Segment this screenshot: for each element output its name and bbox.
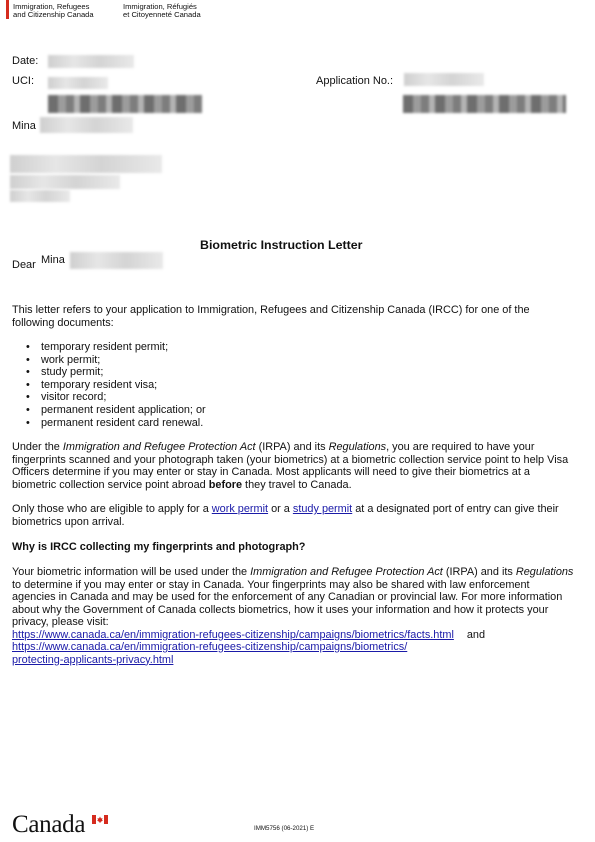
redacted-uci-top <box>48 77 108 89</box>
study-permit-link[interactable]: study permit <box>292 503 353 515</box>
url-line-2 <box>12 641 407 666</box>
list-item: • visitor record; <box>24 391 324 404</box>
redacted-address-line1 <box>10 155 162 173</box>
document-list <box>24 341 324 429</box>
redacted-uci-barcode <box>48 95 202 113</box>
biometrics-facts-link[interactable]: https://www.canada.ca/en/immigration-refugees-citizenship/campaigns/biometrics/facts.html <box>12 629 454 641</box>
section-heading: Why is IRCC collecting my fingerprints and photograph? <box>12 541 306 553</box>
intro-paragraph: This letter refers to your application to Immigration, Refugees and Citizenship Canada (IRCC) for one of the following documents: <box>12 304 530 329</box>
letter-title: Biometric Instruction Letter <box>200 238 363 252</box>
redacted-address-line2 <box>10 175 120 189</box>
privacy-link[interactable]: https://www.canada.ca/en/immigration-refugees-citizenship/campaigns/biometrics/ protecting-applicants-privacy.html <box>12 641 408 666</box>
port-of-entry-paragraph: Only those who are eligible to apply for a work permit or a study permit at a designated port of entry can give their biometrics upon arrival. <box>12 503 559 528</box>
department-name-fr: Immigration, Réfugiés et Citoyenneté Canada <box>123 2 201 20</box>
list-item: • study permit; <box>24 366 324 379</box>
canada-flag-icon <box>92 815 108 824</box>
work-permit-link[interactable]: work permit <box>211 503 269 515</box>
salutation: Dear <box>12 259 36 271</box>
redacted-date <box>48 55 134 68</box>
biometric-use-paragraph: Your biometric information will be used under the Immigration and Refugee Protection Act (IRPA) and its Regulations to determine if you may enter or stay in Canada. Your fingerprints may also be shared with law enforcement agencies in Canada and may be used for the enforcement of any Canadian or provincial law. For more information about why the Government of Canada collects biometrics, how it uses your information and how it protects your privacy, please visit: <box>12 566 574 629</box>
list-item: • work permit; <box>24 354 324 367</box>
url-line-1: https://www.canada.ca/en/immigration-refugees-citizenship/campaigns/biometrics/facts.html and <box>12 629 486 641</box>
redacted-address-line3 <box>10 190 70 202</box>
form-number: IMM5756 (06-2021) E <box>254 825 315 832</box>
list-item: • temporary resident visa; <box>24 379 324 392</box>
uci-label: UCI: <box>12 75 34 87</box>
redacted-application-top <box>404 73 484 86</box>
department-name-en: Immigration, Refugees and Citizenship Canada <box>13 2 94 20</box>
redacted-salutation-name <box>70 252 163 269</box>
canada-wordmark: Canada <box>12 811 85 839</box>
salutation-name: Mina <box>41 254 65 266</box>
list-item: • temporary resident permit; <box>24 341 324 354</box>
redacted-application-barcode <box>403 95 566 113</box>
flag-bar-icon <box>6 0 9 19</box>
application-number-label: Application No.: <box>316 75 394 87</box>
date-label: Date: <box>12 55 39 67</box>
applicant-first-name: Mina <box>12 120 36 132</box>
list-item: • permanent resident application; or <box>24 404 324 417</box>
biometrics-requirement-paragraph: Under the Immigration and Refugee Protection Act (IRPA) and its Regulations, you are required to have your fingerprints scanned and your photograph taken (your biometrics) at a biometric collection service point to help Visa Officers determine if you may enter or stay in Canada. Most applicants will need to give their biometrics at a biometric collection service point abroad before they travel to Canada. <box>12 441 569 491</box>
redacted-applicant-name <box>40 117 133 133</box>
list-item: • permanent resident card renewal. <box>24 417 324 430</box>
